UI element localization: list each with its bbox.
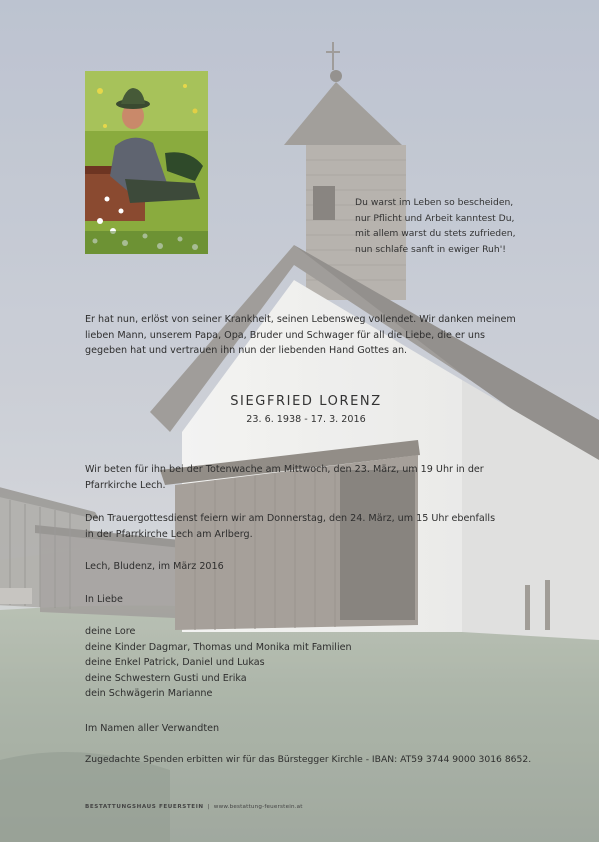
family-member: deine Schwestern Gusti und Erika [85,672,247,684]
poem-line: Du warst im Leben so bescheiden, [355,197,514,208]
deceased-block [85,393,527,425]
wake-line: Wir beten für ihn bei der Totenwache am Mittwoch, den 23. März, um 19 Uhr in der [85,464,484,475]
wake-line: Pfarrkirche Lech. [85,479,166,491]
funeral-home-name: BESTATTUNGSHAUS FEUERSTEIN [85,804,204,810]
footer-separator: | [207,804,210,810]
family-member: deine Enkel Patrick, Daniel und Lukas [85,657,265,669]
footer [85,804,303,810]
service-paragraph [85,511,545,542]
intro-line: Er hat nun, erlöst von seiner Krankheit, seinen Lebensweg vollendet. Wir danken meinem [85,314,516,325]
poem-line: nun schlafe sanft in ewiger Ruh'! [355,243,506,255]
relatives-line: Im Namen aller Verwandten [85,723,220,734]
deceased-name: SIEGFRIED LORENZ [230,394,382,409]
intro-line: gegeben hat und vertrauen ihn nun der liebenden Hand Gottes an. [85,345,408,357]
service-line: in der Pfarrkirche Lech am Arlberg. [85,528,253,540]
intro-line: lieben Mann, unserem Papa, Opa, Bruder und Schwager für all die Liebe, die er uns [85,329,486,341]
family-member: dein Schwägerin Marianne [85,688,213,700]
intro-paragraph [85,312,545,359]
place-date: Lech, Bludenz, im März 2016 [85,561,224,572]
poem-line: mit allem warst du stets zufrieden, [355,228,516,239]
family-member: deine Kinder Dagmar, Thomas und Monika mit Familien [85,641,352,653]
life-dates: 23. 6. 1938 - 17. 3. 2016 [246,414,366,425]
family-list [85,624,545,702]
family-member: deine Lore [85,626,136,637]
wake-paragraph [85,462,545,493]
portrait-photo [85,71,208,254]
service-line: Den Trauergottesdienst feiern wir am Donnerstag, den 24. März, um 15 Uhr ebenfalls [85,513,496,524]
website-link[interactable]: www.bestattung-feuerstein.at [213,804,303,810]
memorial-poem [355,195,585,257]
poem-line: nur Pflicht und Arbeit kanntest Du, [355,212,515,224]
donation-note: Zugedachte Spenden erbitten wir für das Bürstegger Kirchle - IBAN: AT59 3744 9000 3016 8652. [85,754,532,765]
in-love-heading: In Liebe [85,594,123,605]
